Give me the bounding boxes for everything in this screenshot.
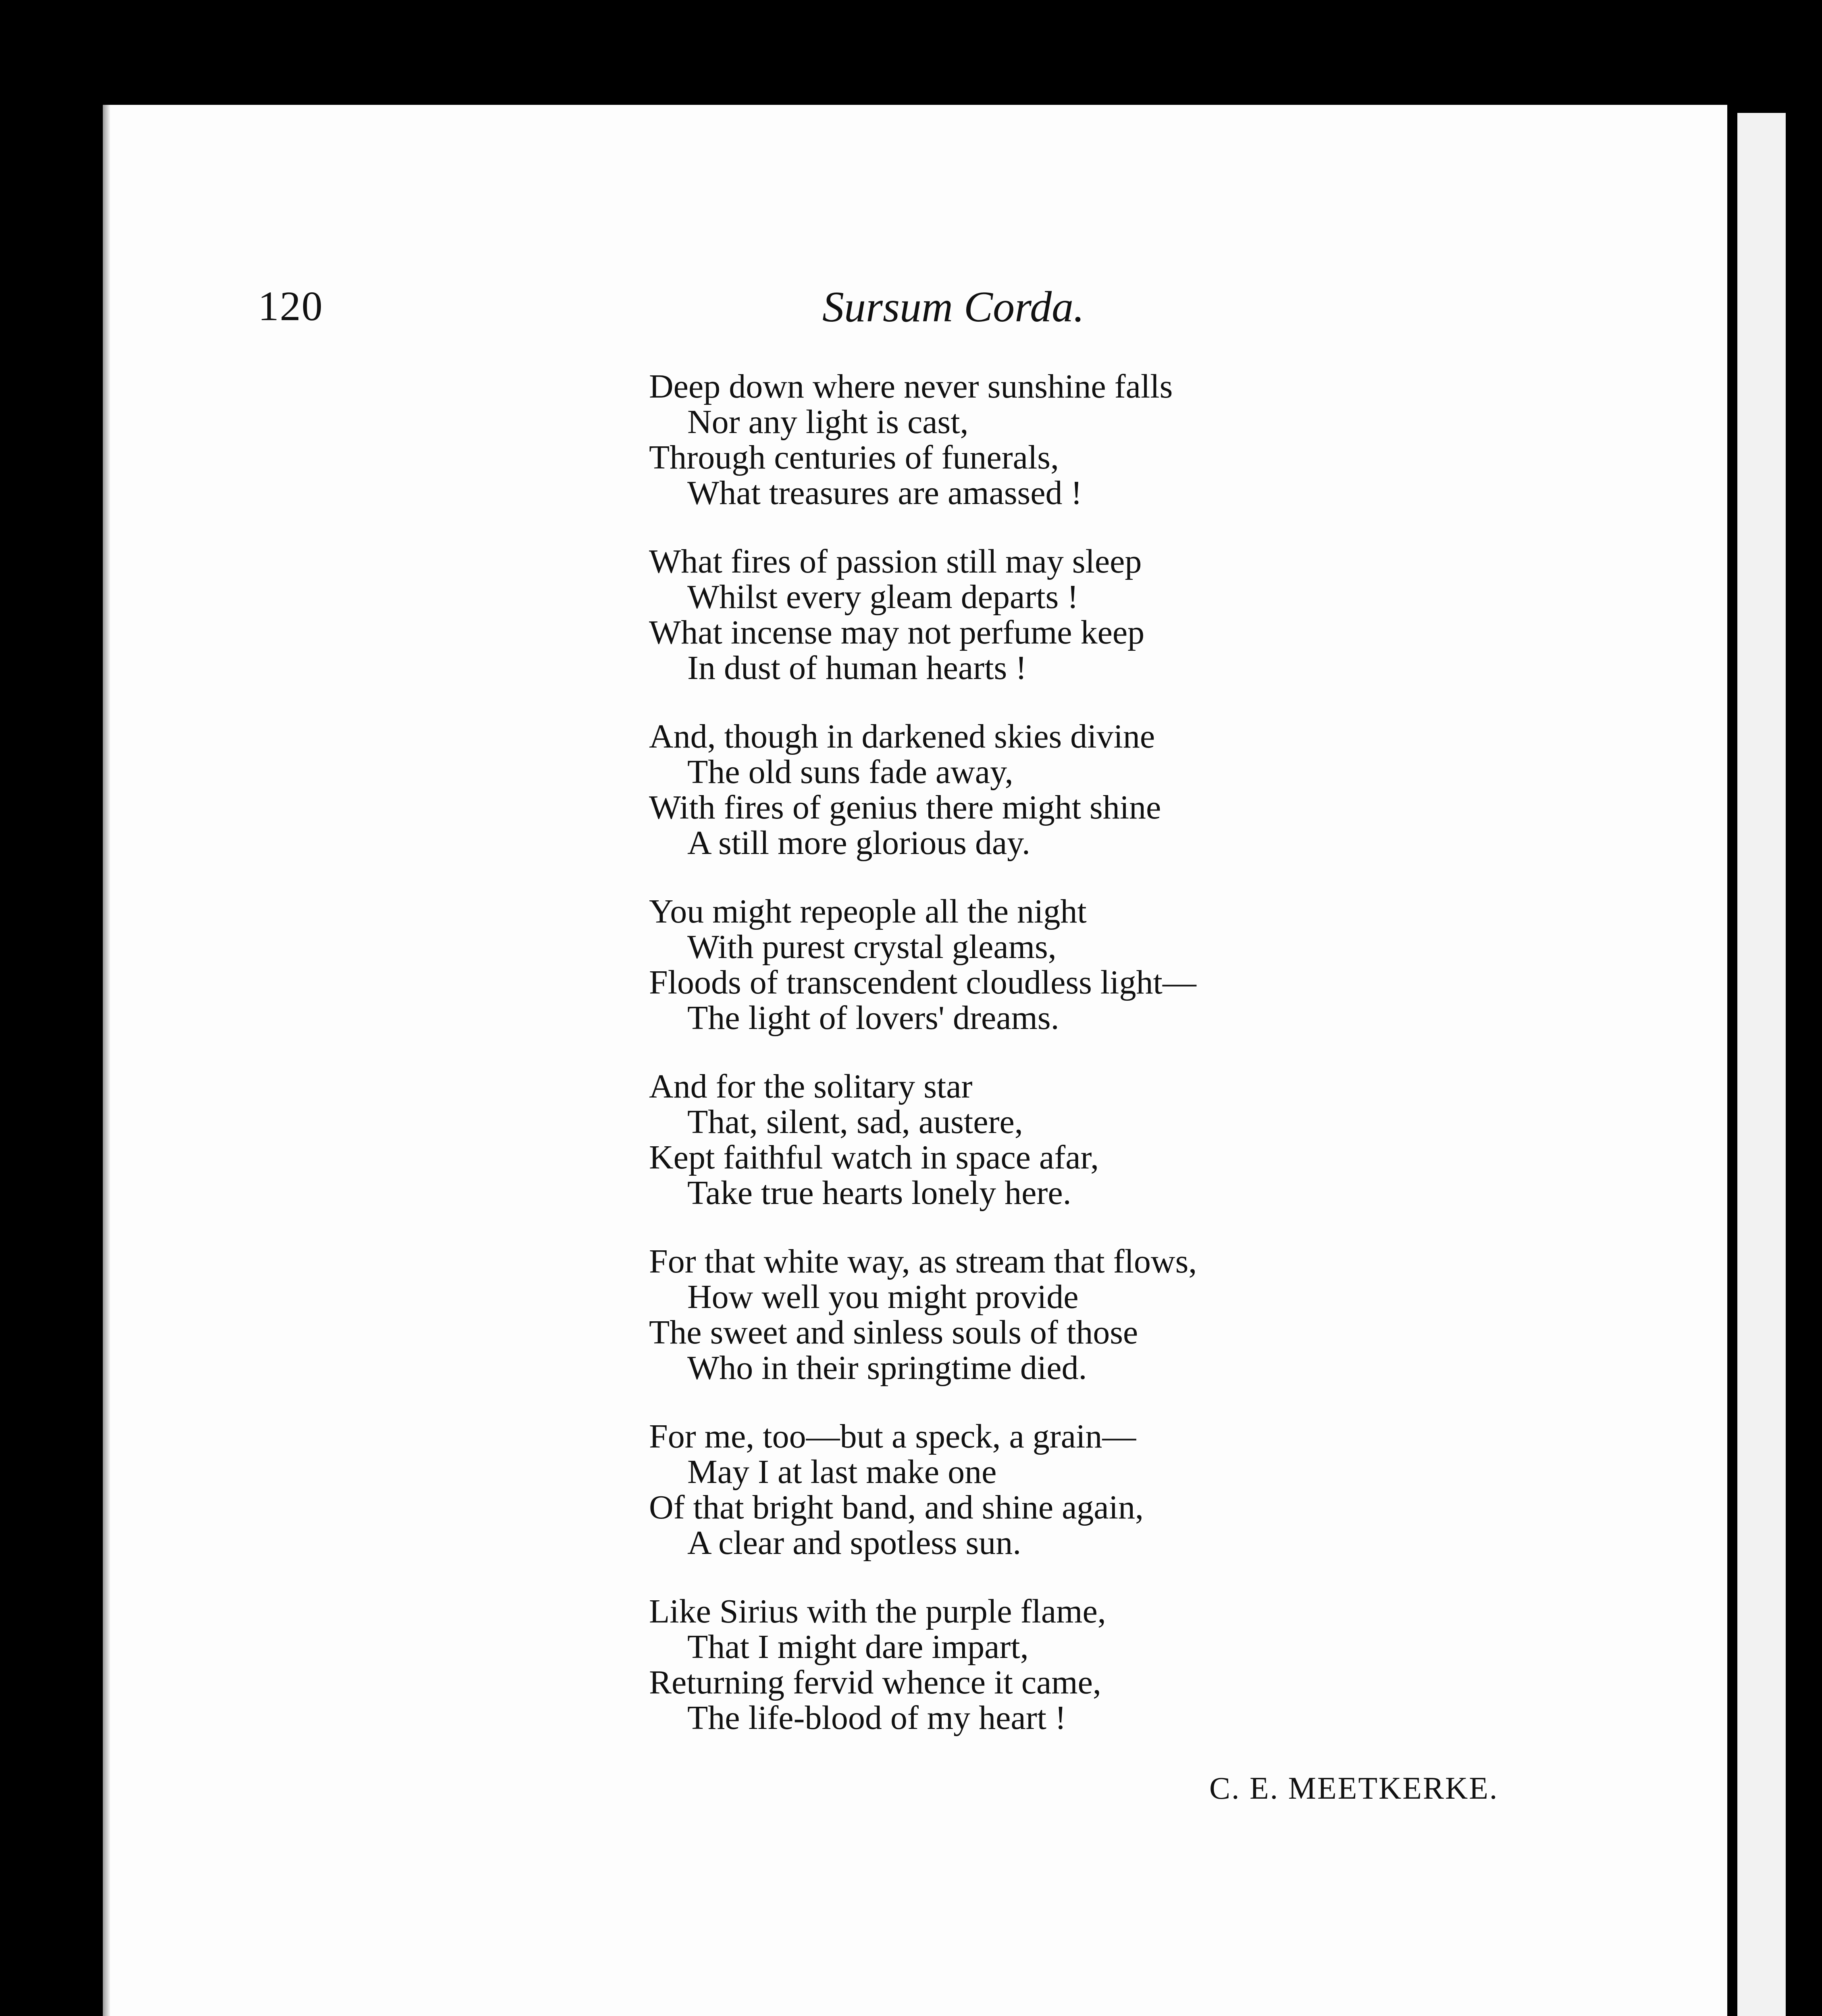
poem-line: Kept faithful watch in space afar, (649, 1139, 1099, 1176)
poem-line: And for the solitary star (649, 1068, 973, 1105)
page-spine-shadow (103, 105, 110, 2016)
poem-line: The life-blood of my heart ! (687, 1699, 1066, 1737)
poem-line: The sweet and sinless souls of those (649, 1314, 1138, 1351)
poem-line: The light of lovers' dreams. (687, 999, 1059, 1037)
poem-line: A clear and spotless sun. (687, 1524, 1021, 1562)
stanza (649, 1594, 1568, 1736)
poem-line: A still more glorious day. (687, 824, 1030, 862)
poem-line: In dust of human hearts ! (687, 649, 1027, 687)
stanza (649, 544, 1568, 686)
poem-line: Whilst every gleam departs ! (687, 578, 1079, 616)
poem-line: Deep down where never sunshine falls (649, 368, 1173, 405)
stanza (649, 894, 1568, 1036)
next-page-edge (1737, 113, 1786, 2016)
poem-line: Through centuries of funerals, (649, 439, 1059, 476)
poem-body (649, 369, 1568, 1769)
poem-line: Take true hearts lonely here. (687, 1174, 1071, 1212)
page-header (258, 282, 1145, 343)
poem-line: For that white way, as stream that flows, (649, 1243, 1197, 1280)
poem-line: That I might dare impart, (687, 1628, 1029, 1666)
poem-line: That, silent, sad, austere, (687, 1103, 1023, 1141)
poem-line: What fires of passion still may sleep (649, 543, 1142, 580)
poem-author: C. E. MEETKERKE. (1209, 1770, 1499, 1806)
poem-line: What incense may not perfume keep (649, 614, 1145, 651)
poem-line: With fires of genius there might shine (649, 789, 1161, 826)
poem-line: With purest crystal gleams, (687, 928, 1057, 966)
poem-line: Who in their springtime died. (687, 1349, 1087, 1387)
stanza (649, 719, 1568, 861)
poem-line: You might repeople all the night (649, 893, 1087, 930)
poem-line: Like Sirius with the purple flame, (649, 1593, 1106, 1630)
poem-line: What treasures are amassed ! (687, 474, 1082, 512)
page-gutter-shadow (1727, 105, 1737, 2016)
poem-line: Floods of transcendent cloudless light— (649, 964, 1196, 1001)
running-title: Sursum Corda. (822, 283, 1085, 331)
poem-line: The old suns fade away, (687, 753, 1013, 791)
poem-line: How well you might provide (687, 1278, 1079, 1316)
poem-line: May I at last make one (687, 1453, 997, 1491)
stanza (649, 1244, 1568, 1386)
stanza (649, 1069, 1568, 1211)
poem-line: And, though in darkened skies divine (649, 718, 1155, 755)
poem-line: Of that bright band, and shine again, (649, 1489, 1144, 1526)
poem-line: For me, too—but a speck, a grain— (649, 1418, 1136, 1455)
stanza (649, 1419, 1568, 1561)
stanza (649, 369, 1568, 511)
poem-line: Returning fervid whence it came, (649, 1664, 1101, 1701)
poem-line: Nor any light is cast, (687, 403, 969, 441)
page-number: 120 (258, 283, 323, 329)
